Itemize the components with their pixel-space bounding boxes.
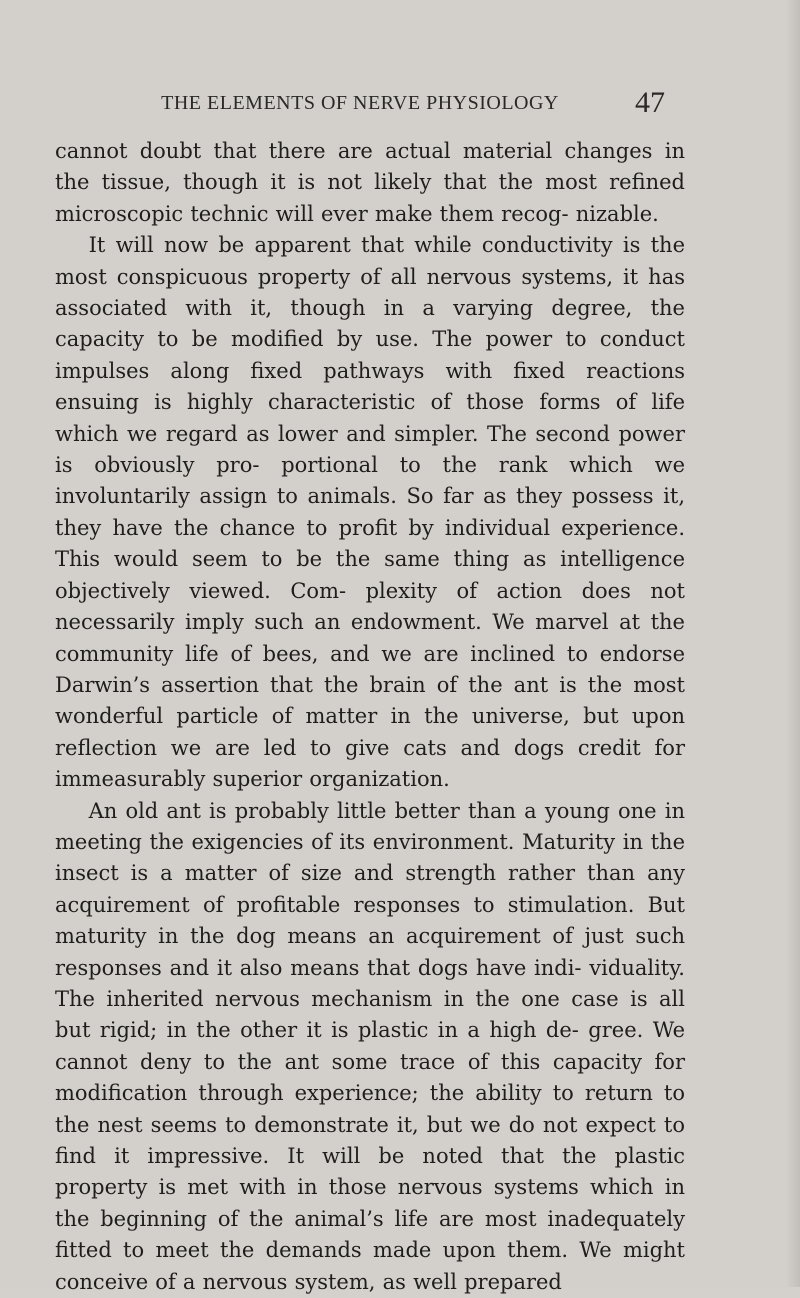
paragraph-old-ant: An old ant is probably little better than a young one in meeting the exigencies of its environment. Maturity in the insect is a matter of size and strength rather than any acquirement of profitable responses to stimulation. But maturity in the dog means an acquirement of just such responses and it also means that dogs have indi- viduality. The inherited nervous mechanism in the one case is all but rigid; in the other it is plastic in a high de- gree. We cannot deny to the ant some trace of this capacity for modification through experience; the ability to return to the nest seems to demonstrate it, but we do not expect to find it impressive. It will be noted that the plastic property is met with in those nervous systems which in the beginning of the animal’s life are most inadequately fitted to meet the demands made upon them. We might conceive of a nervous system, as well prepared (55, 798, 685, 1294)
running-head (110, 88, 665, 120)
page-number: 47 (635, 86, 665, 119)
body-text (55, 136, 685, 1298)
page-edge-shadow (786, 0, 800, 1287)
paragraph-conductivity: It will now be apparent that while conductivity is the most conspicuous property of all nervous systems, it has associated with it, though in a varying degree, the capacity to be modified by use. The power to conduct impulses along fixed pathways with fixed reactions ensuing is highly characteristic of those forms of life which we regard as lower and simpler. The second power is obviously pro- portional to the rank which we involuntarily assign to animals. So far as they possess it, they have the chance to profit by individual experience. This would seem to be the same thing as intelligence objectively viewed. Com- plexity of action does not necessarily imply such an endowment. We marvel at the community life of bees, and we are inclined to endorse Darwin’s assertion that the brain of the ant is the most wonderful particle of matter in the universe, but upon reflection we are led to give cats and dogs credit for immeasurably superior organization. (55, 233, 685, 792)
running-title: THE ELEMENTS OF NERVE PHYSIOLOGY (161, 92, 559, 114)
paragraph-continuation: cannot doubt that there are actual material changes in the tissue, though it is not likely that the most refined microscopic technic will ever make them recog- nizable. (55, 139, 685, 226)
